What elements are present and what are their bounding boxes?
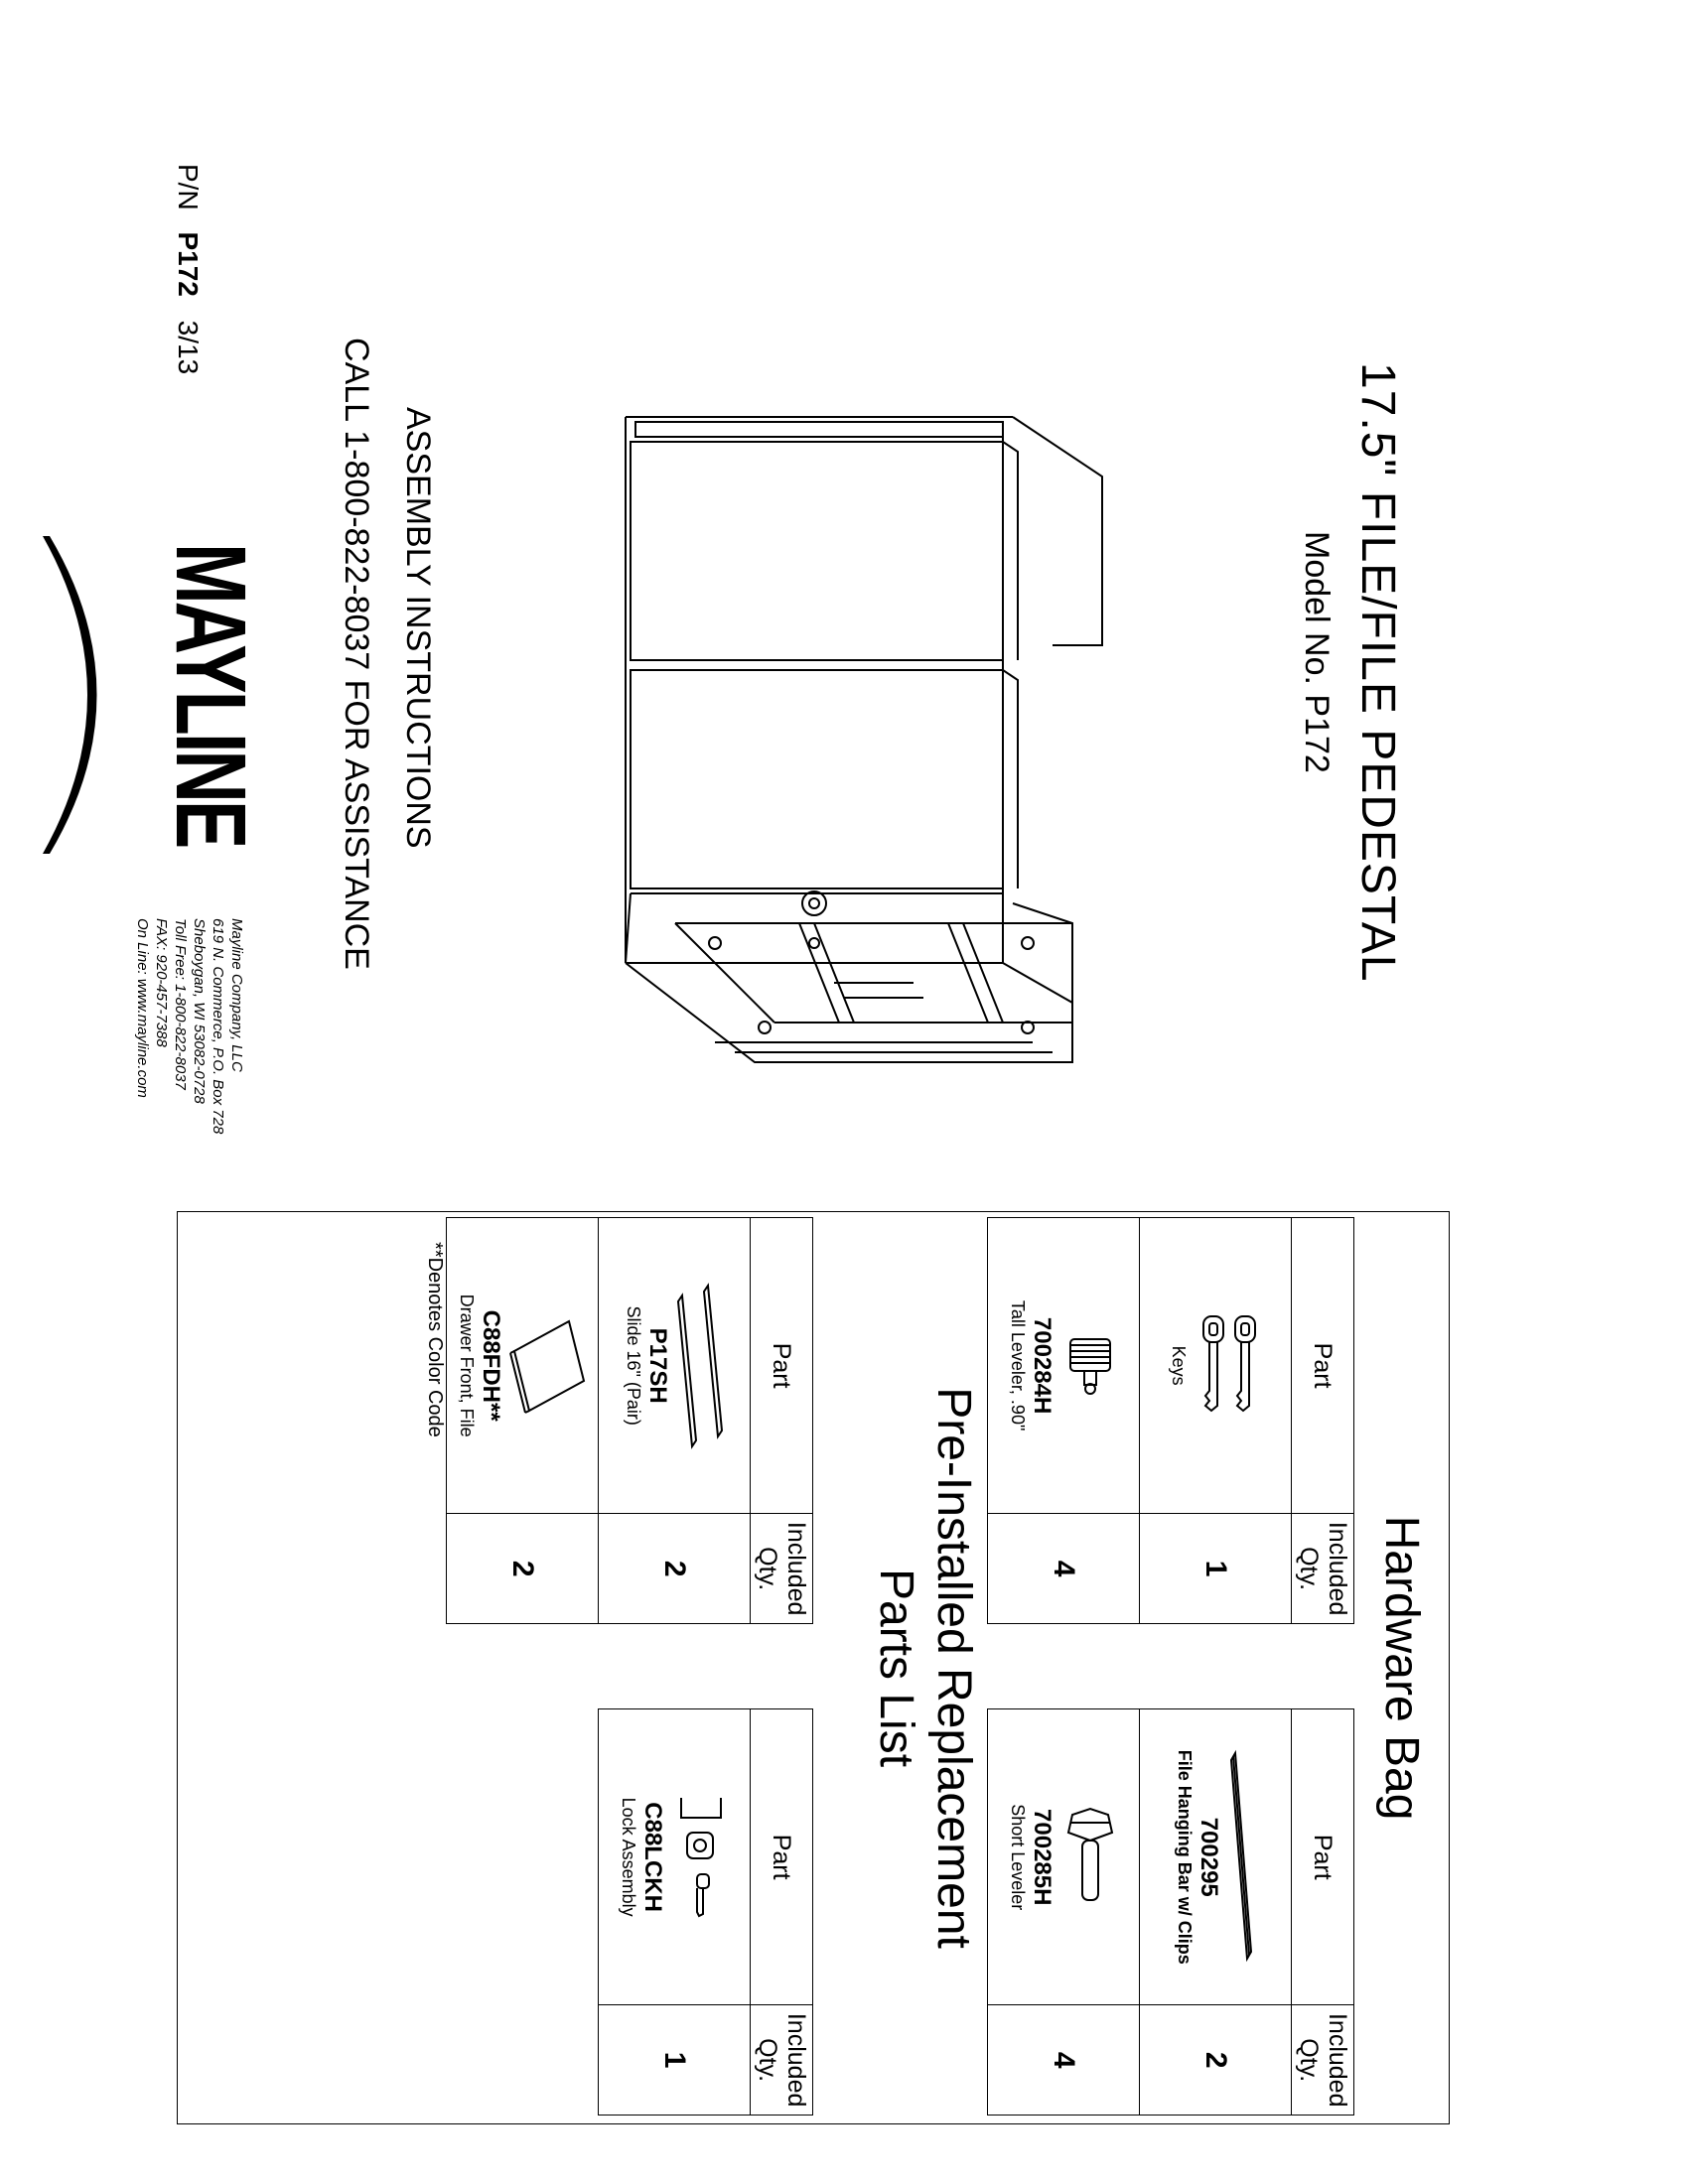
revision-date: 3/13 (173, 320, 204, 375)
hardware-bag-table-left (987, 1217, 1354, 1624)
mayline-logo (45, 531, 283, 849)
model-number: Model No. P172 (1298, 531, 1336, 773)
col-part-header: Part (751, 1709, 813, 2005)
table-row (1140, 1218, 1292, 1624)
col-qty-header: Included Qty. (1292, 1514, 1354, 1624)
part-description: File Hanging Bar w/ Clips (1175, 1749, 1195, 1965)
table-row (1140, 1709, 1292, 2116)
part-number: P17SH (644, 1327, 671, 1404)
part-description: Drawer Front, File (457, 1294, 477, 1437)
qty-cell: 2 (1140, 2005, 1292, 2116)
part-description: Lock Assembly (619, 1797, 638, 1917)
part-number-footer (172, 164, 204, 374)
drawer-front-icon (509, 1311, 589, 1421)
part-cell (1140, 1218, 1292, 1514)
part-number: C88FDH** (478, 1309, 504, 1422)
table-row (988, 1709, 1140, 2116)
part-description: Tall Leveler, .90" (1008, 1299, 1028, 1432)
col-part-header: Part (1292, 1709, 1354, 2005)
color-code-note: **Denotes Color Code (424, 1242, 446, 1437)
company-address (133, 918, 246, 1134)
part-cell (599, 1709, 751, 2005)
preinstalled-title (867, 1212, 982, 2123)
table-row (599, 1709, 751, 2116)
part-cell (1140, 1709, 1292, 2005)
qty-cell: 1 (1140, 1514, 1292, 1624)
hanging-bar-icon (1227, 1748, 1257, 1967)
address-line: Mayline Company, LLC (228, 918, 245, 1072)
preinstalled-table-right (598, 1708, 813, 2116)
document-title: 17.5" FILE/FILE PEDESTAL (1351, 362, 1404, 983)
part-number: 700295 (1196, 1817, 1222, 1897)
address-line: Sheboygan, WI 53082-0728 (191, 918, 208, 1104)
pedestal-drawing-icon (596, 407, 1112, 1082)
qty-cell: 1 (599, 2005, 751, 2116)
table-row (599, 1218, 751, 1624)
pn-value: P172 (173, 231, 204, 297)
preinstalled-table-left (446, 1217, 813, 1624)
part-number: C88LCKH (639, 1802, 666, 1912)
qty-cell: 4 (988, 1514, 1140, 1624)
assistance-phone-line: CALL 1-800-822-8037 FOR ASSISTANCE (338, 338, 375, 970)
slide-icon (676, 1282, 726, 1450)
table-row (988, 1218, 1140, 1624)
qty-cell: 2 (599, 1514, 751, 1624)
hardware-bag-title: Hardware Bag (1375, 1515, 1428, 1821)
part-cell (988, 1709, 1140, 2005)
qty-cell: 4 (988, 2005, 1140, 2116)
address-line: Toll Free: 1-800-822-8037 (172, 918, 189, 1090)
pn-label: P/N (173, 164, 204, 210)
part-number: 700284H (1029, 1316, 1055, 1415)
qty-cell: 2 (447, 1514, 599, 1624)
logo-wordmark: MAYLINE (155, 543, 267, 847)
col-qty-header: Included Qty. (1292, 2005, 1354, 2116)
short-leveler-icon (1060, 1803, 1120, 1912)
part-description: Slide 16" (Pair) (624, 1305, 643, 1426)
col-part-header: Part (751, 1218, 813, 1514)
assembly-instructions-heading: ASSEMBLY INSTRUCTIONS (399, 407, 437, 849)
part-description: Keys (1169, 1345, 1189, 1386)
address-line: 619 N. Commerce, P.O. Box 728 (210, 918, 226, 1135)
address-line: On Line: www.mayline.com (134, 918, 151, 1098)
tall-leveler-icon (1060, 1331, 1120, 1401)
preinstalled-title-line2: Parts List (870, 1568, 922, 1768)
part-cell (988, 1218, 1140, 1514)
col-part-header: Part (1292, 1218, 1354, 1514)
parts-box (177, 1211, 1450, 2124)
part-description: Short Leveler (1008, 1804, 1028, 1911)
preinstalled-title-line1: Pre-Installed Replacement (927, 1387, 980, 1949)
part-cell (599, 1218, 751, 1514)
lock-assembly-icon (671, 1793, 731, 1922)
col-qty-header: Included Qty. (751, 2005, 813, 2116)
table-row (447, 1218, 599, 1624)
part-cell (447, 1218, 599, 1514)
address-line: FAX: 920-457-7388 (153, 918, 170, 1047)
hardware-bag-table-right (987, 1708, 1354, 2116)
col-qty-header: Included Qty. (751, 1514, 813, 1624)
keys-icon (1194, 1311, 1263, 1421)
part-number: 700285H (1029, 1809, 1055, 1906)
